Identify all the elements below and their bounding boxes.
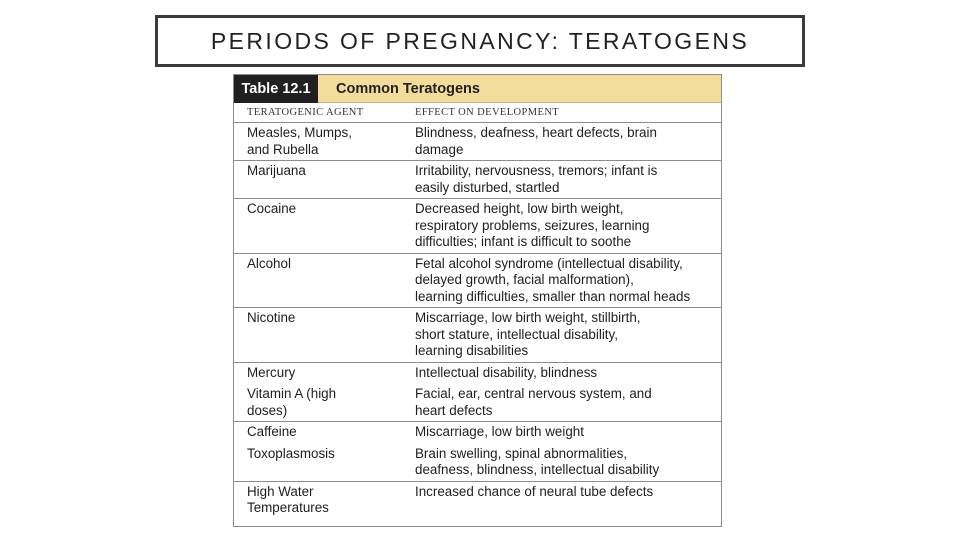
- table-number-label: Table 12.1: [234, 75, 318, 103]
- effect-on-development-cell: Miscarriage, low birth weight: [415, 424, 584, 439]
- table-row: [234, 310, 721, 360]
- table-row: [234, 484, 721, 517]
- table-caption: Common Teratogens: [336, 80, 480, 97]
- teratogenic-agent-cell: Vitamin A (high doses): [247, 386, 337, 418]
- effect-on-development-cell: Fetal alcohol syndrome (intellectual disability, delayed growth, facial malformation), learning difficulties, smaller than normal heads: [415, 255, 691, 304]
- effect-on-development-cell: Decreased height, low birth weight, respiratory problems, seizures, learning difficulties; infant is difficult to soothe: [415, 201, 650, 249]
- table-row-group: [234, 363, 721, 423]
- table-row-group: [234, 199, 721, 254]
- teratogenic-agent-cell: Caffeine: [247, 424, 297, 439]
- teratogenic-agent-cell: Marijuana: [247, 163, 306, 178]
- teratogenic-agent-cell: High Water Temperatures: [247, 483, 329, 515]
- table-row-group: [234, 254, 721, 309]
- table-row: [234, 424, 721, 441]
- column-headers: [234, 103, 721, 123]
- effect-on-development-cell: Intellectual disability, blindness: [415, 364, 598, 380]
- table-row: [234, 365, 721, 382]
- table-header-bar: [234, 75, 721, 103]
- effect-on-development-cell: Blindness, deafness, heart defects, brain damage: [415, 125, 657, 157]
- teratogenic-agent-cell: Toxoplasmosis: [247, 445, 335, 461]
- slide-title: PERIODS OF PREGNANCY: TERATOGENS: [210, 27, 750, 54]
- table-body: [234, 123, 721, 519]
- teratogenic-agent-cell: Measles, Mumps, and Rubella: [247, 125, 352, 157]
- table-row: [234, 163, 721, 196]
- teratogenic-agent-cell: Mercury: [247, 364, 296, 380]
- table-row-group: [234, 161, 721, 199]
- effect-on-development-cell: Miscarriage, low birth weight, stillbirth, short stature, intellectual disability, learning disabilities: [415, 310, 641, 358]
- teratogenic-agent-cell: Alcohol: [247, 255, 291, 271]
- table-row-group: [234, 123, 721, 161]
- table-row-group: [234, 308, 721, 363]
- column-header-effect: EFFECT ON DEVELOPMENT: [415, 107, 560, 118]
- teratogens-table: [233, 74, 722, 527]
- column-header-agent: TERATOGENIC AGENT: [247, 107, 364, 118]
- table-row-group: [234, 482, 721, 519]
- table-row: [234, 446, 721, 479]
- table-row: [234, 201, 721, 251]
- table-row: [234, 125, 721, 158]
- teratogenic-agent-cell: Cocaine: [247, 201, 297, 216]
- effect-on-development-cell: Brain swelling, spinal abnormalities, deafness, blindness, intellectual disability: [415, 445, 660, 477]
- table-row: [234, 386, 721, 419]
- effect-on-development-cell: Increased chance of neural tube defects: [415, 483, 654, 499]
- effect-on-development-cell: Facial, ear, central nervous system, and heart defects: [415, 386, 652, 418]
- table-row-group: [234, 422, 721, 482]
- teratogenic-agent-cell: Nicotine: [247, 310, 296, 325]
- slide-title-box: [155, 15, 805, 67]
- table-row: [234, 256, 721, 306]
- effect-on-development-cell: Irritability, nervousness, tremors; infant is easily disturbed, startled: [415, 163, 658, 195]
